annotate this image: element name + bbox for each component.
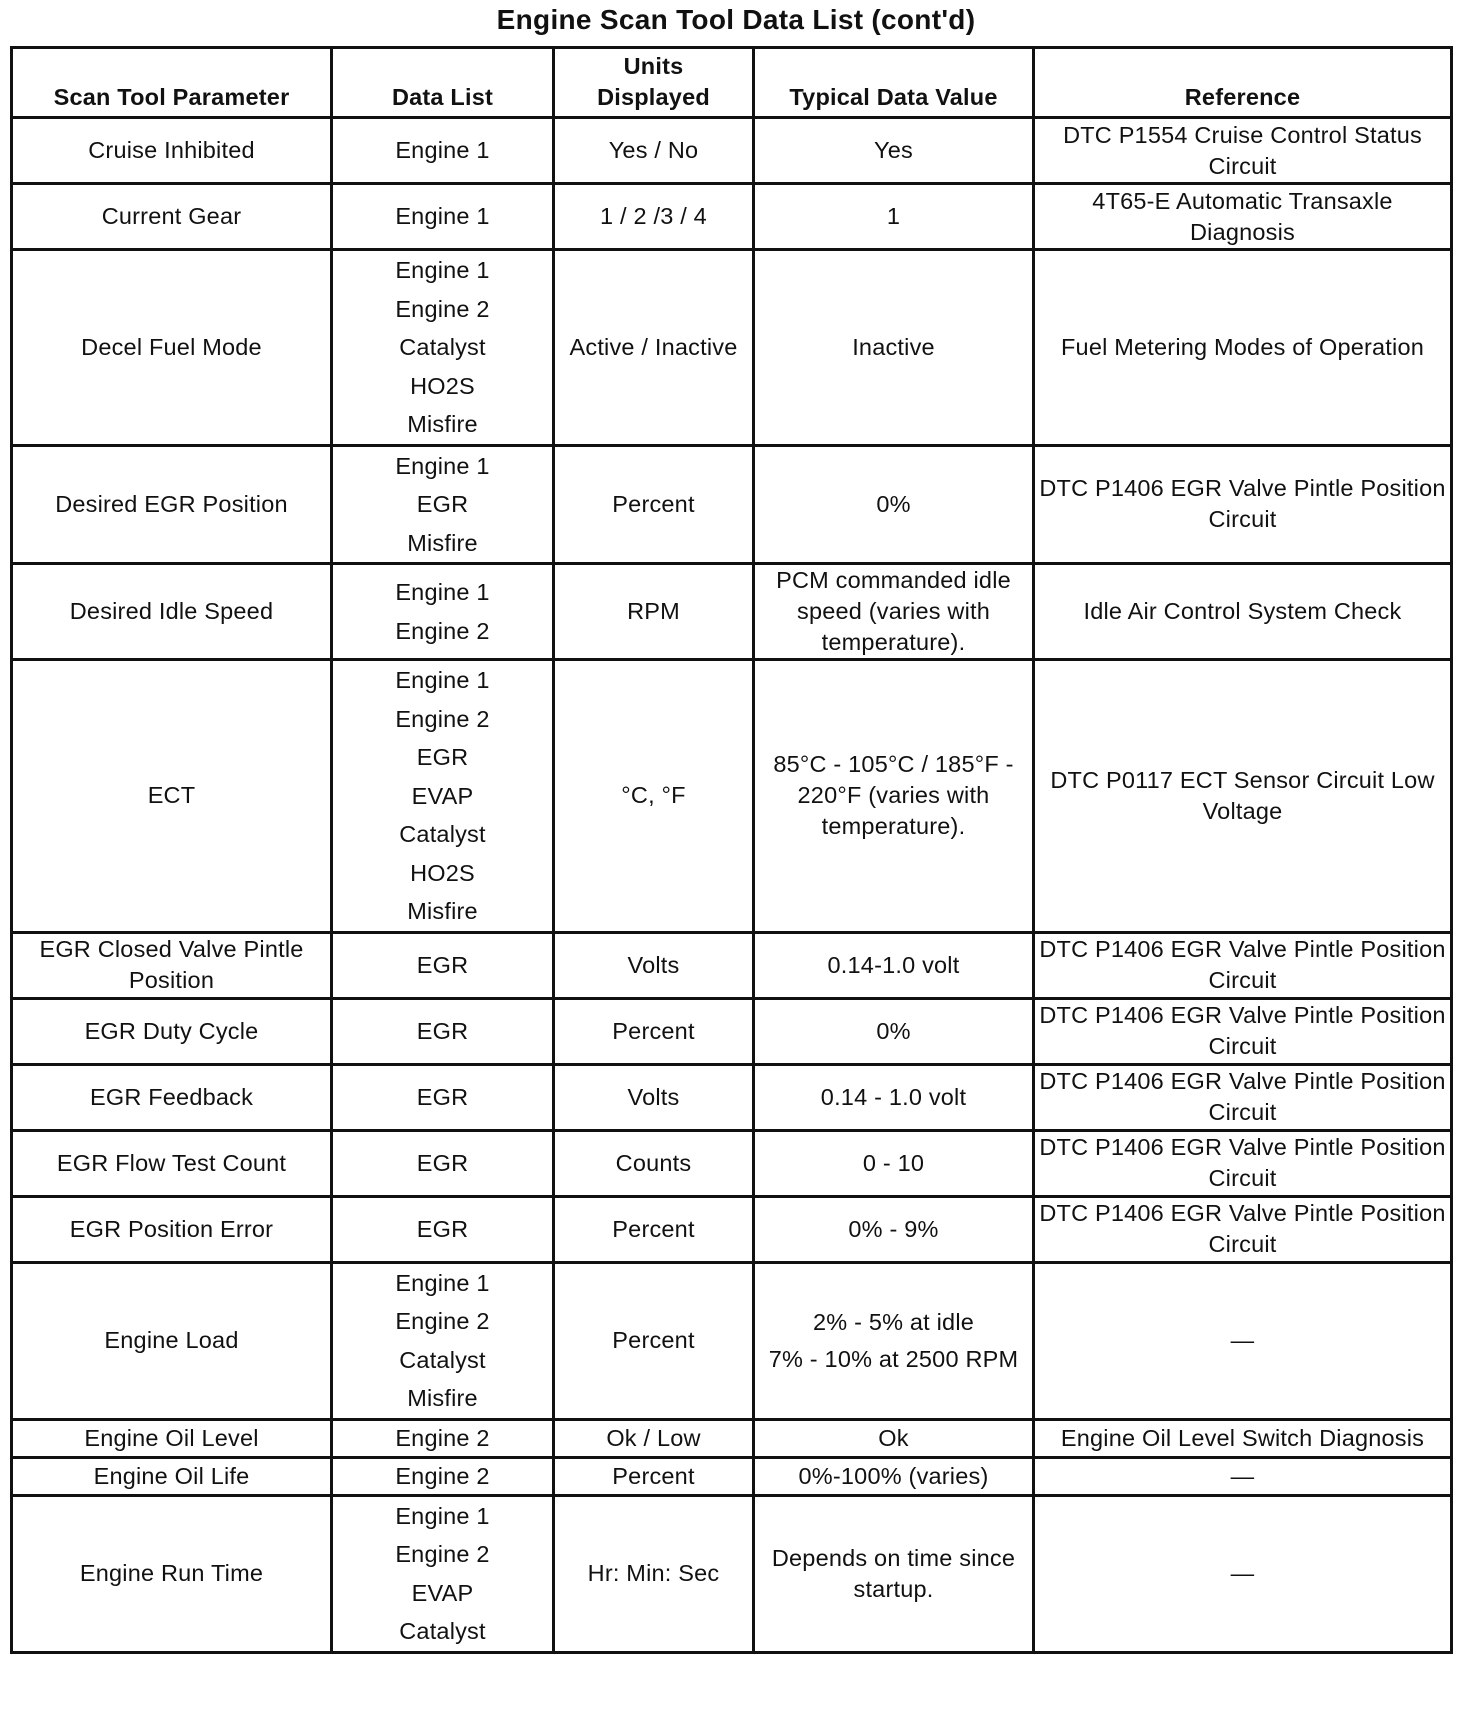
cell-units: Percent <box>554 445 754 564</box>
data-list-entry: EGR <box>416 951 469 978</box>
cell-reference: DTC P0117 ECT Sensor Circuit Low Voltage <box>1034 660 1452 933</box>
cell-parameter: ECT <box>12 660 332 933</box>
cell-reference: Fuel Metering Modes of Operation <box>1034 250 1452 446</box>
cell-reference: Idle Air Control System Check <box>1034 564 1452 660</box>
data-list-entry: Engine 1 <box>395 452 490 479</box>
cell-units: 1 / 2 /3 / 4 <box>554 184 754 250</box>
cell-units: Percent <box>554 1196 754 1262</box>
cell-typical: 0.14 - 1.0 volt <box>754 1064 1034 1130</box>
header-reference: Reference <box>1034 48 1452 118</box>
cell-parameter: Desired Idle Speed <box>12 564 332 660</box>
data-list-entry: Engine 1 <box>395 1269 490 1296</box>
data-list-entry: Engine 2 <box>395 705 490 732</box>
cell-units: Volts <box>554 932 754 998</box>
cell-data-list <box>332 1457 554 1495</box>
cell-parameter: EGR Position Error <box>12 1196 332 1262</box>
cell-parameter: Engine Oil Level <box>12 1419 332 1457</box>
table-row <box>12 1419 1452 1457</box>
cell-data-list <box>332 250 554 446</box>
cell-data-list <box>332 1130 554 1196</box>
data-list-entry: Misfire <box>407 529 478 556</box>
cell-units: Percent <box>554 998 754 1064</box>
cell-typical: 0% <box>754 998 1034 1064</box>
cell-typical: 0% <box>754 445 1034 564</box>
cell-reference: — <box>1034 1495 1452 1652</box>
cell-data-list <box>332 564 554 660</box>
scan-tool-data-table <box>10 46 1453 1654</box>
cell-units: Yes / No <box>554 118 754 184</box>
table-row <box>12 250 1452 446</box>
header-units-line2: Displayed <box>597 84 710 110</box>
table-row <box>12 564 1452 660</box>
data-list-entry: EGR <box>416 1215 469 1242</box>
table-row <box>12 1457 1452 1495</box>
cell-reference: — <box>1034 1457 1452 1495</box>
header-parameter: Scan Tool Parameter <box>12 48 332 118</box>
cell-typical: 0% - 9% <box>754 1196 1034 1262</box>
data-list-entry: Engine 2 <box>395 1462 490 1489</box>
data-list-entry: HO2S <box>410 372 475 399</box>
cell-parameter: Cruise Inhibited <box>12 118 332 184</box>
cell-data-list <box>332 1495 554 1652</box>
page-title: Engine Scan Tool Data List (cont'd) <box>496 4 976 35</box>
data-list-entry: Engine 1 <box>395 137 490 163</box>
data-list-entry: Engine 2 <box>395 1541 490 1567</box>
table-row <box>12 118 1452 184</box>
table-row <box>12 445 1452 564</box>
data-list-entry: Engine 2 <box>395 1424 490 1451</box>
cell-typical: PCM commanded idle speed (varies with temperature). <box>754 564 1034 660</box>
cell-typical: Yes <box>754 118 1034 184</box>
cell-parameter: EGR Closed Valve Pintle Position <box>12 932 332 998</box>
cell-data-list <box>332 118 554 184</box>
cell-units: Ok / Low <box>554 1419 754 1457</box>
cell-parameter: EGR Duty Cycle <box>12 998 332 1064</box>
data-list-entry: Catalyst <box>399 1618 486 1644</box>
data-list-entry: Catalyst <box>399 821 486 847</box>
data-list-entry: HO2S <box>410 859 475 886</box>
table-row <box>12 1495 1452 1652</box>
data-list-entry: Engine 2 <box>395 1308 490 1334</box>
cell-parameter: Decel Fuel Mode <box>12 250 332 446</box>
data-list-entry: EGR <box>416 1083 469 1110</box>
cell-reference: DTC P1554 Cruise Control Status Circuit <box>1034 118 1452 184</box>
cell-reference: — <box>1034 1262 1452 1419</box>
data-list-entry: EGR <box>416 491 469 517</box>
typical-line: 7% - 10% at 2500 RPM <box>768 1345 1019 1372</box>
data-list-entry: Catalyst <box>399 1346 486 1373</box>
header-row <box>12 48 1452 118</box>
header-typical: Typical Data Value <box>754 48 1034 118</box>
cell-parameter: Desired EGR Position <box>12 445 332 564</box>
cell-parameter: EGR Flow Test Count <box>12 1130 332 1196</box>
header-data-list: Data List <box>332 48 554 118</box>
table-row <box>12 998 1452 1064</box>
data-list-entry: Engine 2 <box>395 617 490 644</box>
cell-reference: DTC P1406 EGR Valve Pintle Position Circuit <box>1034 1196 1452 1262</box>
table-row <box>12 184 1452 250</box>
cell-typical: Inactive <box>754 250 1034 446</box>
cell-typical: 0.14-1.0 volt <box>754 932 1034 998</box>
data-list-entry: Engine 1 <box>395 257 490 283</box>
cell-parameter: Current Gear <box>12 184 332 250</box>
data-list-entry: EGR <box>416 1149 469 1176</box>
cell-units: Counts <box>554 1130 754 1196</box>
table-row <box>12 1196 1452 1262</box>
cell-typical: Depends on time since startup. <box>754 1495 1034 1652</box>
typical-line: 2% - 5% at idle <box>812 1308 975 1335</box>
table-row <box>12 1262 1452 1419</box>
cell-typical <box>754 1262 1034 1419</box>
cell-units: °C, °F <box>554 660 754 933</box>
cell-data-list <box>332 1419 554 1457</box>
cell-units: Percent <box>554 1262 754 1419</box>
data-list-entry: Engine 1 <box>395 1502 490 1529</box>
table-row <box>12 1130 1452 1196</box>
cell-reference: DTC P1406 EGR Valve Pintle Position Circuit <box>1034 1130 1452 1196</box>
cell-typical: 0 - 10 <box>754 1130 1034 1196</box>
cell-reference: DTC P1406 EGR Valve Pintle Position Circuit <box>1034 1064 1452 1130</box>
cell-typical: Ok <box>754 1419 1034 1457</box>
table-body <box>12 118 1452 1653</box>
cell-reference: 4T65-E Automatic Transaxle Diagnosis <box>1034 184 1452 250</box>
cell-data-list <box>332 660 554 933</box>
cell-data-list <box>332 998 554 1064</box>
cell-typical: 85°C - 105°C / 185°F - 220°F (varies with temperature). <box>754 660 1034 933</box>
cell-typical: 0%-100% (varies) <box>754 1457 1034 1495</box>
cell-reference: DTC P1406 EGR Valve Pintle Position Circuit <box>1034 998 1452 1064</box>
cell-units: Active / Inactive <box>554 250 754 446</box>
data-list-entry: Engine 1 <box>395 203 490 229</box>
cell-data-list <box>332 1262 554 1419</box>
cell-parameter: Engine Oil Life <box>12 1457 332 1495</box>
cell-data-list <box>332 932 554 998</box>
data-list-entry: EGR <box>416 744 469 770</box>
data-list-entry: Misfire <box>407 1385 478 1411</box>
table-row <box>12 932 1452 998</box>
data-list-entry: EVAP <box>411 782 474 809</box>
header-units-line1: Units <box>623 53 684 79</box>
cell-parameter: Engine Run Time <box>12 1495 332 1652</box>
cell-data-list <box>332 1064 554 1130</box>
data-list-entry: Engine 1 <box>395 667 490 693</box>
cell-data-list <box>332 1196 554 1262</box>
cell-data-list <box>332 184 554 250</box>
data-list-entry: Catalyst <box>399 334 486 360</box>
cell-units: RPM <box>554 564 754 660</box>
data-list-entry: Misfire <box>407 411 478 437</box>
table-row <box>12 1064 1452 1130</box>
cell-data-list <box>332 445 554 564</box>
cell-parameter: EGR Feedback <box>12 1064 332 1130</box>
data-list-entry: Engine 2 <box>395 295 490 322</box>
data-list-entry: EVAP <box>411 1579 474 1606</box>
cell-parameter: Engine Load <box>12 1262 332 1419</box>
cell-typical: 1 <box>754 184 1034 250</box>
data-list-entry: Misfire <box>407 898 478 924</box>
cell-reference: Engine Oil Level Switch Diagnosis <box>1034 1419 1452 1457</box>
cell-units: Hr: Min: Sec <box>554 1495 754 1652</box>
cell-units: Percent <box>554 1457 754 1495</box>
data-list-entry: Engine 1 <box>395 579 490 605</box>
table-row <box>12 660 1452 933</box>
cell-reference: DTC P1406 EGR Valve Pintle Position Circuit <box>1034 445 1452 564</box>
cell-units: Volts <box>554 1064 754 1130</box>
data-list-entry: EGR <box>416 1017 469 1044</box>
header-units <box>554 48 754 118</box>
cell-reference: DTC P1406 EGR Valve Pintle Position Circuit <box>1034 932 1452 998</box>
